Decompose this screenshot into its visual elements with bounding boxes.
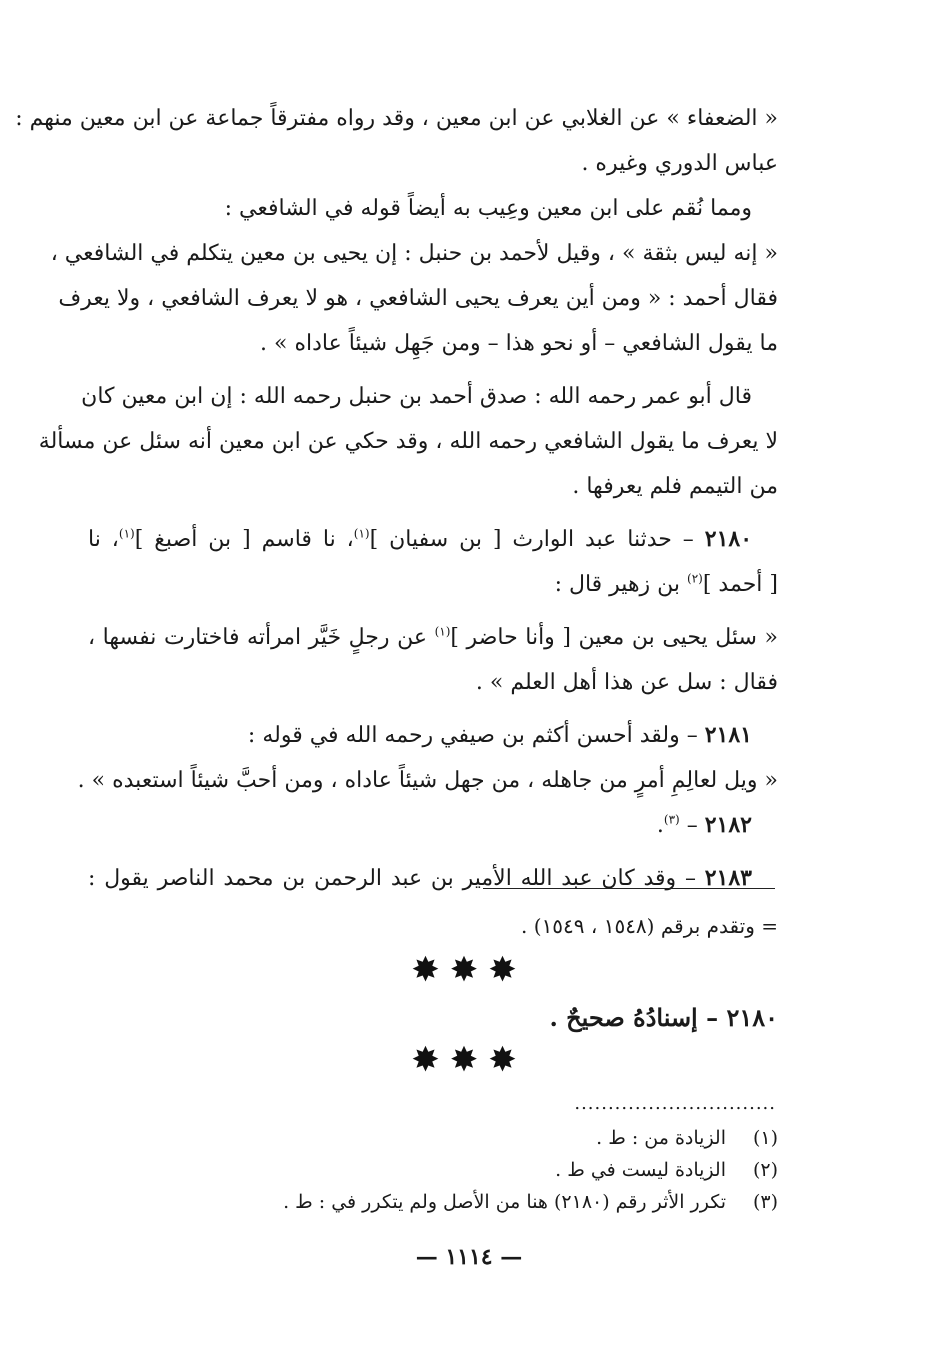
athar-number: ٢١٨٢ — [704, 812, 752, 838]
athar-number: ٢١٨١ — [704, 722, 752, 748]
footnote-text: تكرر الأثر رقم (٢١٨٠) هنا من الأصل ولم يتكرر في : ط . — [283, 1191, 726, 1213]
isnad-grade: ٢١٨٠ – إسنادُهُ صحيحٌ . — [549, 1003, 778, 1032]
footnote-number: (٢) — [752, 1159, 778, 1181]
athar-2180-line-3: « سئل يحيى بن معين [ وأنا حاضر ]$^{(١)}$ عن رجلٍ خَيَّر امرأته فاختارت نفسها ، — [88, 624, 778, 650]
footnote-number: (٣) — [752, 1191, 778, 1213]
footnote-number: (١) — [752, 1127, 778, 1149]
main-text — [15, 96, 778, 901]
footnote-continuation: = وتقدم برقم (١٥٤٨ ، ١٥٤٩) . — [521, 914, 778, 938]
athar-2183: ٢١٨٣ – وقد كان عبد الله الأمير بن عبد الرحمن بن محمد الناصر يقول : — [88, 865, 752, 891]
dotted-separator: .............................. — [574, 1094, 776, 1114]
athar-2180-line-1: ٢١٨٠ – حدثنا عبد الوارث [ بن سفيان ]$^{(١)}$، نا قاسم [ بن أصبغ ]$^{(١)}$، نا — [88, 526, 753, 552]
athar-2180-line-4: فقال : سل عن هذا أهل العلم » . — [475, 670, 778, 695]
footnote-item — [88, 1154, 778, 1186]
text-line: لا يعرف ما يقول الشافعي رحمه الله ، وقد حكي عن ابن معين أنه سئل عن مسألة — [38, 429, 778, 454]
footnote-ref[interactable]: (٣) — [663, 812, 680, 827]
footnote-text: الزيادة من : ط . — [596, 1127, 726, 1149]
athar-2182: ٢١٨٢ – $^{(٣)}$. — [656, 812, 752, 838]
athar-number: ٢١٨٠ — [726, 1003, 778, 1032]
footnote-item — [88, 1186, 778, 1218]
text-line: عباس الدوري وغيره . — [581, 151, 778, 176]
star-divider: ✸✸✸ — [411, 1040, 527, 1080]
footnote-ref[interactable]: (٢) — [687, 571, 703, 586]
text-line: فقال أحمد : « ومن أين يعرف يحيى الشافعي ، هو لا يعرف الشافعي ، ولا يعرف — [58, 286, 778, 311]
star-divider: ✸✸✸ — [411, 950, 527, 990]
page-number: — ١١١٤ — — [415, 1244, 523, 1270]
text-line: ومما نُقم على ابن معين وعِيب به أيضاً قوله في الشافعي : — [224, 196, 752, 221]
text-line: « الضعفاء » عن الغلابي عن ابن معين ، وقد رواه مفترقاً جماعة عن ابن معين منهم : — [15, 106, 778, 131]
text-line: من التيمم فلم يعرفها . — [572, 474, 778, 499]
footnote-ref[interactable]: (١) — [434, 624, 451, 639]
athar-2180-line-2: [ أحمد ]$^{(٢)}$ بن زهير قال : — [554, 571, 778, 597]
footnote-text: الزيادة ليست في ط . — [555, 1159, 726, 1181]
athar-number: ٢١٨٠ — [704, 526, 753, 552]
footnote-item — [88, 1122, 778, 1154]
footnote-ref[interactable]: (١) — [118, 526, 135, 541]
athar-2181-line-2: « ويل لعالِمِ أمرٍ من جاهله ، من جهل شيئاً عاداه ، ومن أحبَّ شيئاً استعبده » . — [77, 768, 778, 793]
text-line: قال أبو عمر رحمه الله : صدق أحمد بن حنبل رحمه الله : إن ابن معين كان — [81, 384, 752, 409]
footnote-separator — [483, 888, 775, 889]
footnote-ref[interactable]: (١) — [353, 526, 370, 541]
footnotes — [88, 1122, 778, 1218]
text-line: « إنه ليس بثقة » ، وقيل لأحمد بن حنبل : إن يحيى بن معين يتكلم في الشافعي ، — [50, 241, 778, 266]
athar-number: ٢١٨٣ — [704, 865, 752, 891]
athar-2181-line-1: ٢١٨١ – ولقد أحسن أكثم بن صيفي رحمه الله في قوله : — [247, 722, 752, 748]
text-line: ما يقول الشافعي – أو نحو هذا – ومن جَهِل شيئاً عاداه » . — [260, 331, 778, 356]
